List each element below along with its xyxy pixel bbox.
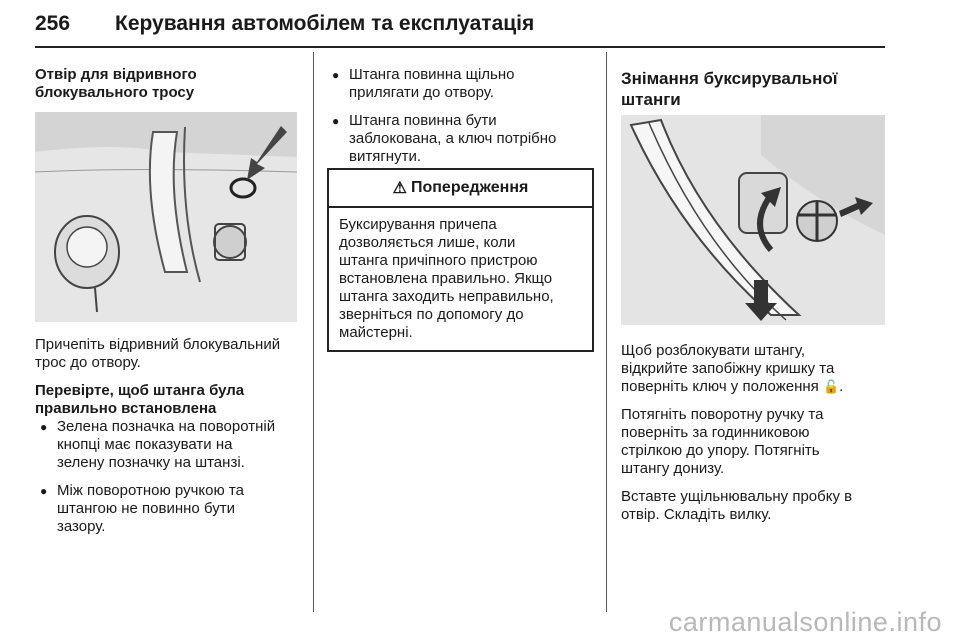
list-item: ● Між поворотною ручкою та штангою не повинно бути зазору.: [35, 482, 303, 536]
unlock-text-end: .: [839, 378, 844, 395]
unlock-text: Щоб розблокувати штангу, відкрийте запобіжну кришку та поверніть ключ у положення: [621, 342, 835, 395]
breakaway-eyelet-drawing: [35, 112, 297, 322]
bar-removal-drawing: [621, 115, 885, 325]
pull-knob-instruction: Потягніть поворотну ручку та поверніть за годинниковою стрілкою до упору. Потягніть штангу донизу.: [621, 406, 824, 477]
warning-box: [327, 168, 594, 352]
column-1: [35, 66, 300, 102]
column-3: [621, 68, 886, 110]
column-2: [327, 66, 592, 166]
page-number: 256: [35, 12, 71, 35]
list-item: ● Штанга повинна щільно прилягати до отвору.: [327, 66, 592, 102]
warning-header: [329, 170, 592, 208]
illustration-breakaway-eyelet: [35, 112, 297, 322]
watermark: carmanualsonline.info: [668, 607, 942, 637]
list-item: ● Штанга повинна бути заблокована, а ключ потрібно витягнути.: [327, 112, 592, 166]
column-1-text: [35, 336, 303, 536]
check-list: [35, 418, 303, 536]
breakaway-caption: Причепіть відривний блокувальний трос до отвору.: [35, 336, 281, 371]
section-heading-breakaway: Отвір для відривного блокувального тросу: [35, 66, 197, 101]
list-item: ● Зелена позначка на поворотній кнопці має показувати на зелену позначку на штанзі.: [35, 418, 303, 472]
warning-icon: ⚠: [392, 180, 407, 197]
fit-list: [327, 66, 592, 166]
warning-text: Буксирування причепа дозволяється лише, коли штанга причіпного пристрою встановлена правильно. Якщо штанга заходить неправильно, зверніться по допомогу до майстерні.: [339, 216, 554, 341]
page-title: Керування автомобілем та експлуатація: [115, 12, 535, 35]
seal-plug-instruction: Вставте ущільнювальну пробку в отвір. Складіть вилку.: [621, 488, 853, 523]
lock-open-icon: 🔓: [822, 379, 840, 394]
column-3-text: [621, 342, 891, 524]
unlock-instruction: [621, 342, 891, 396]
page-header: [35, 12, 885, 48]
column-divider-1: [313, 52, 314, 612]
section-heading-removal: Знімання буксирувальної штанги: [621, 69, 838, 109]
illustration-bar-removal: [621, 115, 885, 325]
check-heading: Перевірте, щоб штанга була правильно встановлена: [35, 382, 245, 417]
warning-title: Попередження: [410, 179, 529, 196]
column-divider-2: [606, 52, 607, 612]
header-rule: [35, 46, 885, 48]
